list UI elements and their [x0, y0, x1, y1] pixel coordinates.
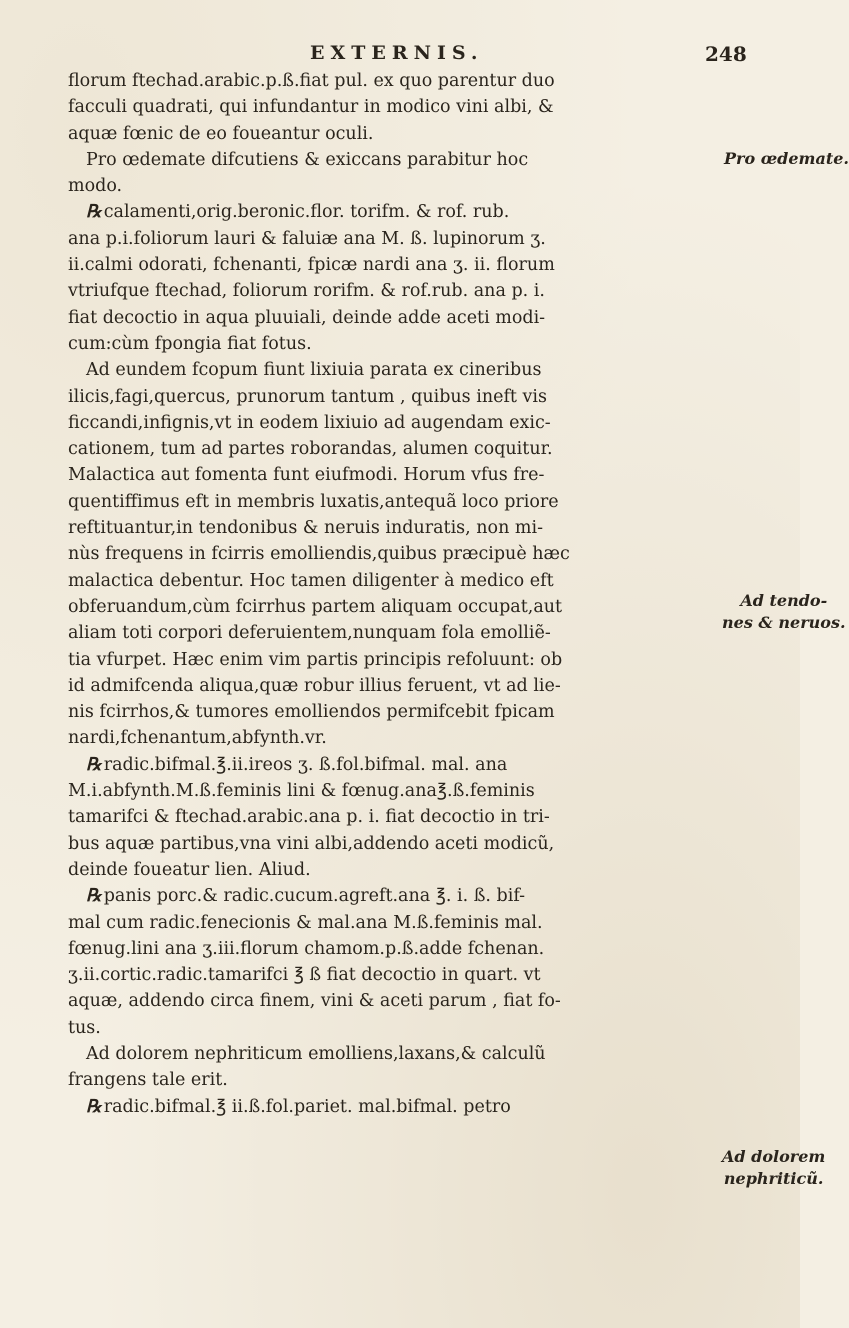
- text-line: cationem, tum ad partes roborandas, alumen coquitur.: [68, 439, 553, 460]
- text-line: Malactica aut fomenta funt eiufmodi. Horum vfus fre-: [68, 465, 545, 486]
- text-line: quentiffimus eft in membris luxatis,antequã loco priore: [68, 491, 559, 512]
- recipe-line: [68, 752, 720, 778]
- text-line: radic.bifmal.℥.ii.ireos ʒ. ß.fol.bifmal. mal. ana: [103, 754, 508, 775]
- text-line: modo.: [68, 176, 123, 197]
- page-number: 248: [705, 42, 747, 66]
- text-line: cum:cùm fpongia fiat fotus.: [68, 333, 312, 354]
- text-line: M.i.abfynth.M.ß.feminis lini & fœnug.ana℥.ß.feminis: [68, 781, 535, 802]
- text-line: Ad dolorem nephriticum emolliens,laxans,& calculũ: [86, 1043, 546, 1064]
- text-line: ii.calmi odorati, fchenanti, fpicæ nardi ana ʒ. ii. florum: [68, 255, 555, 276]
- text-line: reftituantur,in tendonibus & neruis induratis, non mi-: [68, 518, 544, 539]
- text-line: ana p.i.foliorum lauri & faluiæ ana M. ß. lupinorum ʒ.: [68, 228, 546, 249]
- recipe-line: [68, 883, 720, 909]
- recipe-symbol: ℞: [86, 1096, 102, 1117]
- margin-note-tendones: [722, 590, 846, 634]
- margin-note-oedemate: [724, 148, 849, 170]
- recipe-symbol: ℞: [86, 886, 102, 907]
- recipe-line: [68, 199, 720, 225]
- recipe-symbol: ℞: [86, 202, 102, 223]
- margin-note-text: nephriticũ.: [723, 1169, 824, 1188]
- text-line: deinde foueatur lien. Aliud.: [68, 859, 311, 880]
- text-line: nardi,fchenantum,abfynth.vr.: [68, 728, 327, 749]
- text-line: facculi quadrati, qui infundantur in modico vini albi, &: [68, 97, 554, 118]
- recipe-line: [68, 1094, 720, 1120]
- text-line: calamenti,orig.beronic.flor. torifm. & rof. rub.: [103, 202, 510, 223]
- margin-note-text: Ad dolorem: [722, 1147, 826, 1166]
- text-line: florum ftechad.arabic.p.ß.fiat pul. ex quo parentur duo: [68, 71, 555, 91]
- text-line: tus.: [68, 1017, 101, 1038]
- body-text: [68, 68, 720, 1120]
- margin-note-text: nes & neruos.: [722, 613, 846, 632]
- text-line: ilicis,fagi,quercus, prunorum tantum , quibus ineft vis: [68, 386, 547, 407]
- text-line: tia vfurpet. Hæc enim vim partis principis refoluunt: ob: [68, 649, 563, 670]
- text-line: mal cum radic.fenecionis & mal.ana M.ß.feminis mal.: [68, 912, 543, 933]
- text-line: aliam toti corpori deferuientem,nunquam fola emolliẽ-: [68, 623, 551, 644]
- text-line: fœnug.lini ana ʒ.iii.florum chamom.p.ß.adde fchenan.: [68, 938, 545, 959]
- text-line: nis fcirrhos,& tumores emolliendos permifcebit fpicam: [68, 702, 555, 723]
- recipe-symbol: ℞: [86, 754, 102, 775]
- text-line: ʒ.ii.cortic.radic.tamarifci ℥ ß fiat decoctio in quart. vt: [68, 965, 541, 986]
- margin-note-text: Pro œdemate.: [724, 149, 849, 168]
- text-line: malactica debentur. Hoc tamen diligenter à medico eft: [68, 570, 554, 591]
- text-line: tamarifci & ftechad.arabic.ana p. i. fiat decoctio in tri-: [68, 807, 550, 828]
- text-line: nùs frequens in fcirris emolliendis,quibus præcipuè hæc: [68, 544, 570, 565]
- text-line: fiat decoctio in aqua pluuiali, deinde adde aceti modi-: [68, 307, 546, 328]
- running-title: EXTERNIS.: [310, 42, 484, 64]
- text-line: Ad eundem fcopum fiunt lixiuia parata ex cineribus: [86, 360, 542, 381]
- text-line: vtriufque ftechad, foliorum rorifm. & rof.rub. ana p. i.: [68, 281, 545, 302]
- text-line: frangens tale erit.: [68, 1070, 228, 1091]
- text-line: bus aquæ partibus,vna vini albi,addendo aceti modicũ,: [68, 833, 555, 854]
- text-line: ficcandi,infignis,vt in eodem lixiuio ad augendam exic-: [68, 412, 551, 433]
- text-line: Pro œdemate difcutiens & exiccans parabitur hoc: [86, 149, 529, 170]
- text-line: aquæ fœnic de eo foueantur oculi.: [68, 123, 374, 144]
- text-line: aquæ, addendo circa finem, vini & aceti parum , fiat fo-: [68, 991, 561, 1012]
- text-line: obferuandum,cùm fcirrhus partem aliquam occupat,aut: [68, 596, 563, 617]
- margin-note-text: Ad tendo-: [740, 591, 828, 610]
- text-line: radic.bifmal.℥ ii.ß.fol.pariet. mal.bifmal. petro: [103, 1096, 511, 1117]
- text-line: id admifcenda aliqua,quæ robur illius feruent, vt ad lie-: [68, 675, 561, 696]
- text-line: panis porc.& radic.cucum.agreft.ana ℥. i. ß. bif-: [103, 886, 526, 907]
- margin-note-dolorem: [722, 1146, 825, 1190]
